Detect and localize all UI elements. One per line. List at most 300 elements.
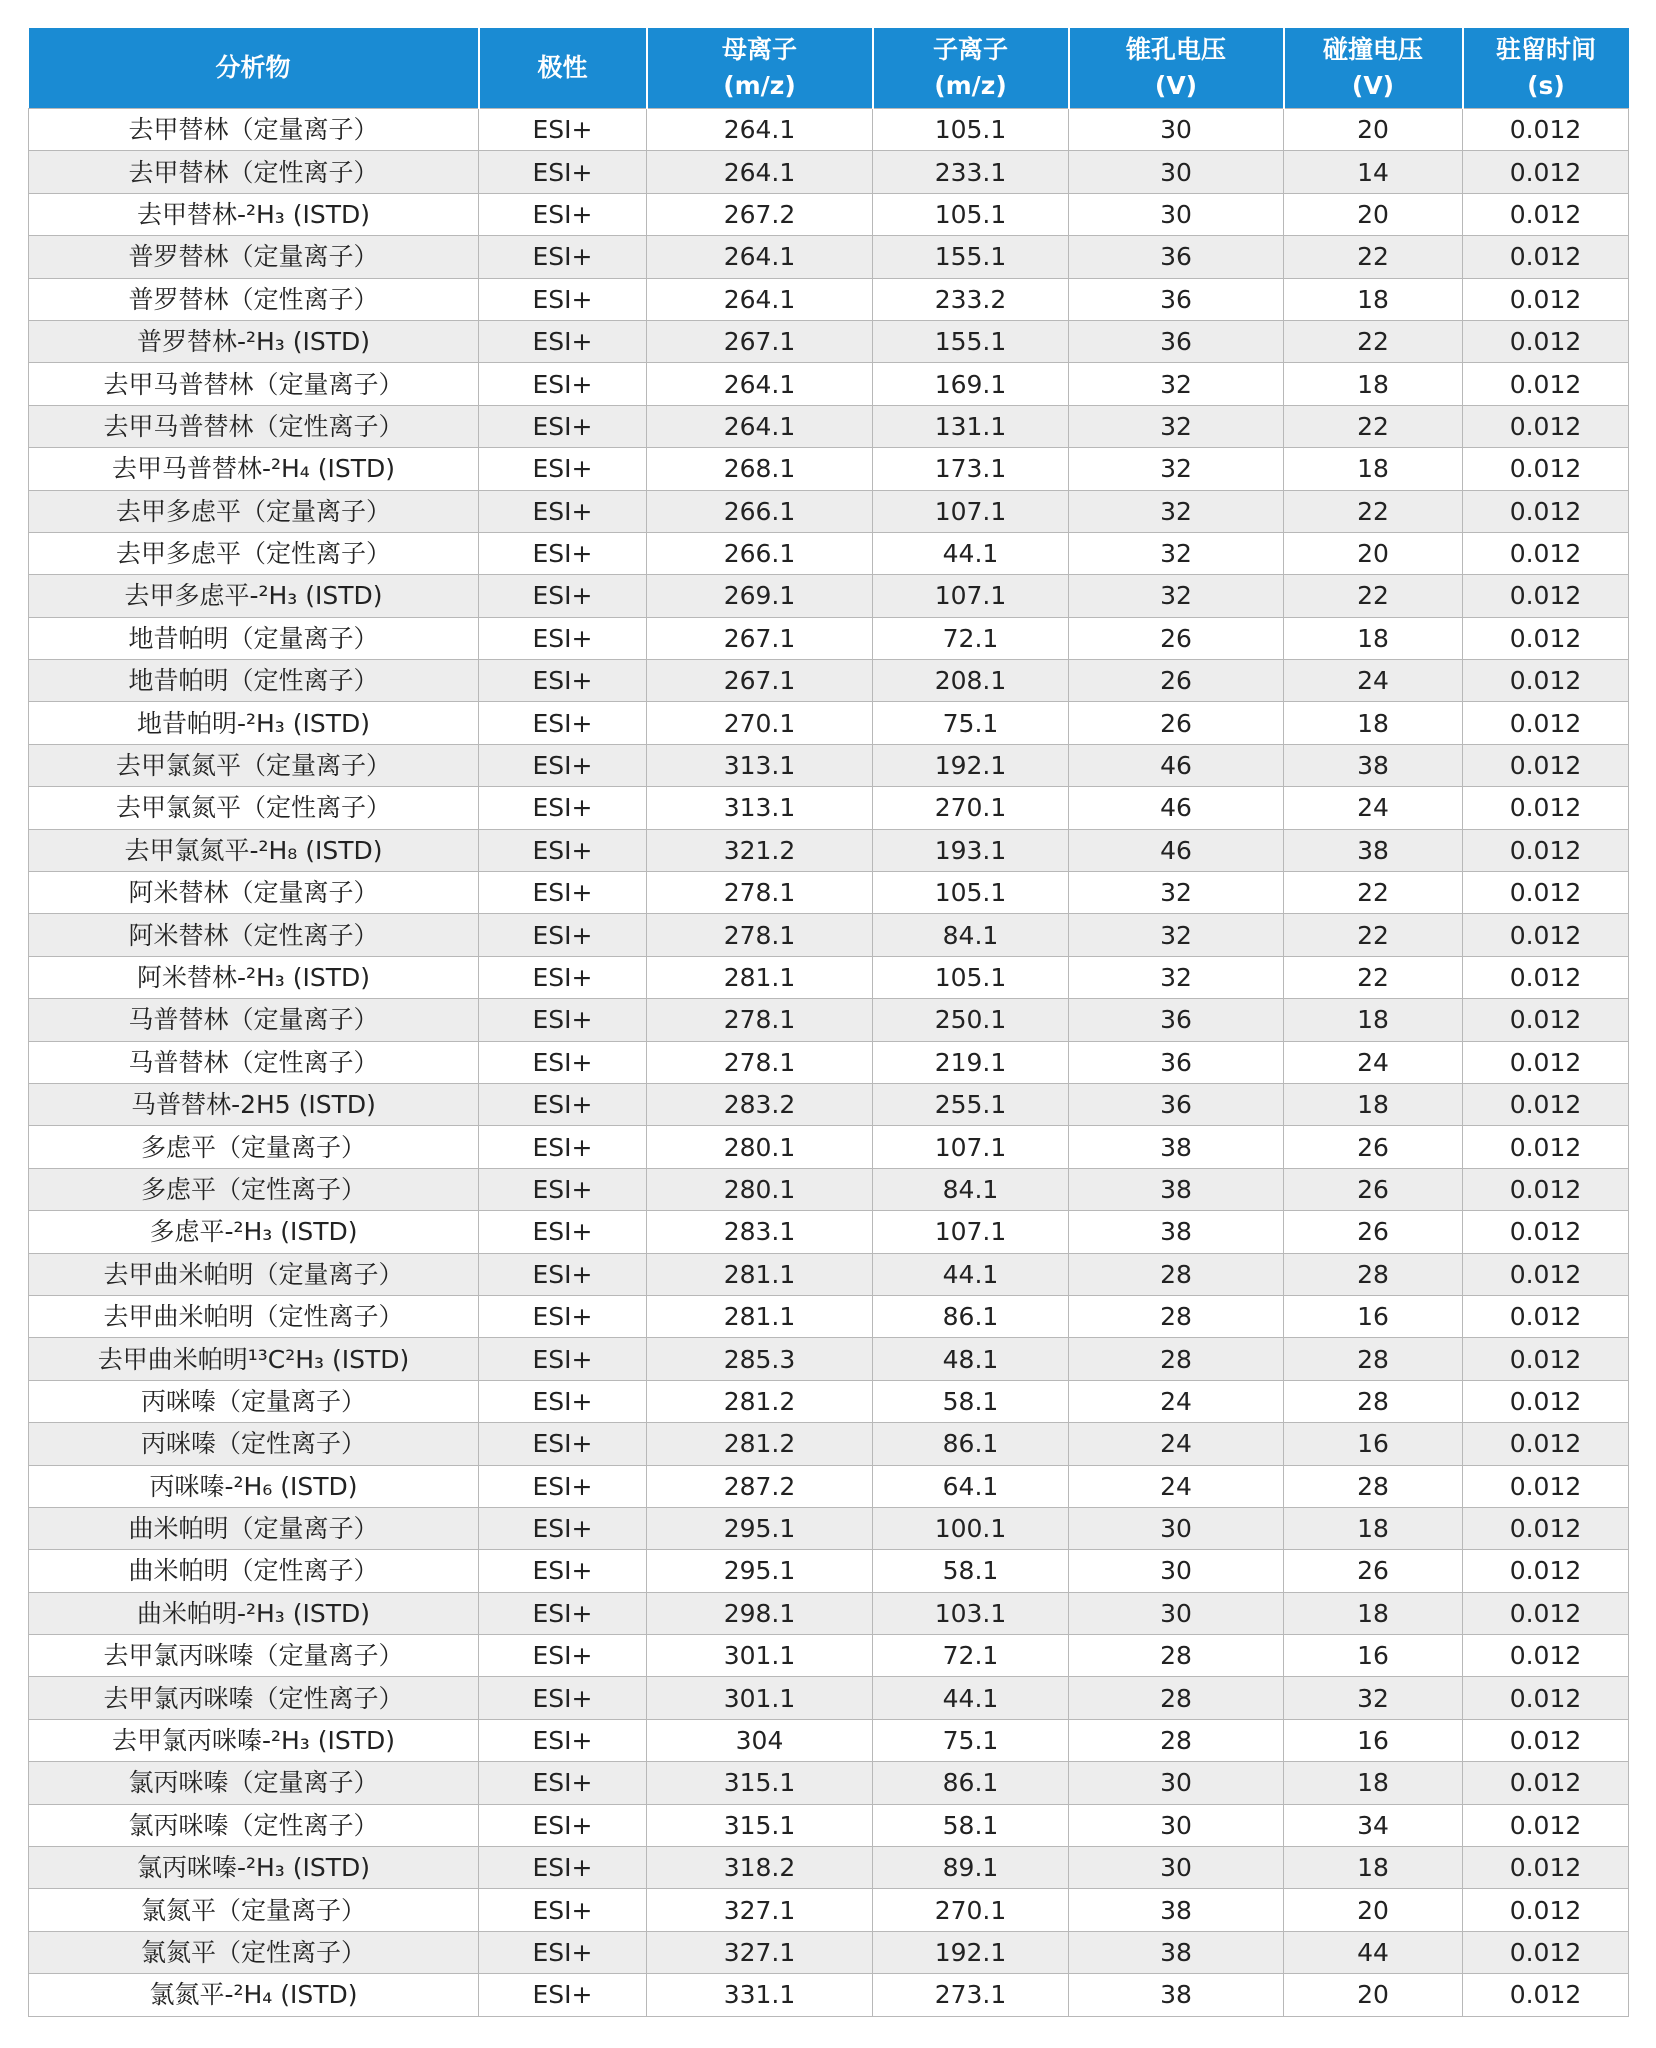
table-row — [29, 236, 1629, 278]
precursor-ion-cell: 267.1 — [647, 660, 873, 702]
analyte-cell: 去甲曲米帕明（定量离子） — [29, 1253, 479, 1295]
precursor-ion-cell: 278.1 — [647, 1041, 873, 1083]
table-row — [29, 999, 1629, 1041]
collision-voltage-cell: 22 — [1284, 914, 1463, 956]
precursor-ion-cell: 301.1 — [647, 1677, 873, 1719]
dwell-time-cell: 0.012 — [1463, 1253, 1629, 1295]
header-unit: (m/z) — [723, 71, 796, 100]
precursor-ion-cell: 281.2 — [647, 1423, 873, 1465]
header-cone-voltage — [1069, 28, 1284, 109]
precursor-ion-cell: 278.1 — [647, 914, 873, 956]
cone-voltage-cell: 24 — [1069, 1423, 1284, 1465]
table-row — [29, 1507, 1629, 1549]
collision-voltage-cell: 18 — [1284, 1847, 1463, 1889]
analyte-cell: 地昔帕明-²H₃ (ISTD) — [29, 702, 479, 744]
cone-voltage-cell: 24 — [1069, 1465, 1284, 1507]
analyte-cell: 马普替林-2H5 (ISTD) — [29, 1083, 479, 1125]
polarity-cell: ESI+ — [479, 1804, 647, 1846]
precursor-ion-cell: 278.1 — [647, 872, 873, 914]
collision-voltage-cell: 38 — [1284, 829, 1463, 871]
polarity-cell: ESI+ — [479, 1507, 647, 1549]
precursor-ion-cell: 270.1 — [647, 702, 873, 744]
polarity-cell: ESI+ — [479, 1253, 647, 1295]
table-row — [29, 490, 1629, 532]
table-row — [29, 914, 1629, 956]
header-row — [29, 28, 1629, 109]
polarity-cell: ESI+ — [479, 363, 647, 405]
dwell-time-cell: 0.012 — [1463, 1804, 1629, 1846]
analyte-cell: 阿米替林（定性离子） — [29, 914, 479, 956]
polarity-cell: ESI+ — [479, 1931, 647, 1973]
analyte-cell: 曲米帕明（定性离子） — [29, 1550, 479, 1592]
product-ion-cell: 64.1 — [873, 1465, 1069, 1507]
dwell-time-cell: 0.012 — [1463, 320, 1629, 362]
collision-voltage-cell: 26 — [1284, 1550, 1463, 1592]
cone-voltage-cell: 38 — [1069, 1211, 1284, 1253]
product-ion-cell: 155.1 — [873, 320, 1069, 362]
polarity-cell: ESI+ — [479, 151, 647, 193]
product-ion-cell: 89.1 — [873, 1847, 1069, 1889]
product-ion-cell: 155.1 — [873, 236, 1069, 278]
product-ion-cell: 270.1 — [873, 787, 1069, 829]
table-row — [29, 1126, 1629, 1168]
cone-voltage-cell: 26 — [1069, 702, 1284, 744]
collision-voltage-cell: 20 — [1284, 1974, 1463, 2016]
analyte-cell: 多虑平（定性离子） — [29, 1168, 479, 1210]
precursor-ion-cell: 278.1 — [647, 999, 873, 1041]
table-row — [29, 1847, 1629, 1889]
table-row — [29, 1931, 1629, 1973]
precursor-ion-cell: 266.1 — [647, 490, 873, 532]
precursor-ion-cell: 264.1 — [647, 236, 873, 278]
precursor-ion-cell: 281.1 — [647, 1253, 873, 1295]
analyte-cell: 阿米替林（定量离子） — [29, 872, 479, 914]
analyte-cell: 去甲多虑平（定量离子） — [29, 490, 479, 532]
product-ion-cell: 86.1 — [873, 1762, 1069, 1804]
precursor-ion-cell: 268.1 — [647, 448, 873, 490]
polarity-cell: ESI+ — [479, 320, 647, 362]
header-polarity — [479, 28, 647, 109]
cone-voltage-cell: 32 — [1069, 914, 1284, 956]
product-ion-cell: 72.1 — [873, 1635, 1069, 1677]
product-ion-cell: 48.1 — [873, 1338, 1069, 1380]
polarity-cell: ESI+ — [479, 1889, 647, 1931]
cone-voltage-cell: 30 — [1069, 1550, 1284, 1592]
dwell-time-cell: 0.012 — [1463, 956, 1629, 998]
collision-voltage-cell: 20 — [1284, 532, 1463, 574]
cone-voltage-cell: 28 — [1069, 1677, 1284, 1719]
cone-voltage-cell: 26 — [1069, 660, 1284, 702]
precursor-ion-cell: 267.2 — [647, 193, 873, 235]
collision-voltage-cell: 20 — [1284, 193, 1463, 235]
precursor-ion-cell: 321.2 — [647, 829, 873, 871]
polarity-cell: ESI+ — [479, 193, 647, 235]
precursor-ion-cell: 298.1 — [647, 1592, 873, 1634]
table-row — [29, 1465, 1629, 1507]
collision-voltage-cell: 18 — [1284, 1592, 1463, 1634]
collision-voltage-cell: 18 — [1284, 1083, 1463, 1125]
polarity-cell: ESI+ — [479, 702, 647, 744]
product-ion-cell: 86.1 — [873, 1423, 1069, 1465]
header-unit: (s) — [1527, 71, 1565, 100]
analyte-cell: 曲米帕明-²H₃ (ISTD) — [29, 1592, 479, 1634]
table-row — [29, 1380, 1629, 1422]
cone-voltage-cell: 26 — [1069, 617, 1284, 659]
table-row — [29, 151, 1629, 193]
product-ion-cell: 270.1 — [873, 1889, 1069, 1931]
precursor-ion-cell: 266.1 — [647, 532, 873, 574]
precursor-ion-cell: 264.1 — [647, 405, 873, 447]
polarity-cell: ESI+ — [479, 914, 647, 956]
analyte-cell: 马普替林（定量离子） — [29, 999, 479, 1041]
table-row — [29, 744, 1629, 786]
cone-voltage-cell: 46 — [1069, 829, 1284, 871]
precursor-ion-cell: 315.1 — [647, 1762, 873, 1804]
precursor-ion-cell: 281.2 — [647, 1380, 873, 1422]
analyte-cell: 去甲马普替林（定量离子） — [29, 363, 479, 405]
cone-voltage-cell: 30 — [1069, 1762, 1284, 1804]
dwell-time-cell: 0.012 — [1463, 490, 1629, 532]
table-row — [29, 1762, 1629, 1804]
table-row — [29, 1677, 1629, 1719]
precursor-ion-cell: 280.1 — [647, 1126, 873, 1168]
product-ion-cell: 107.1 — [873, 1211, 1069, 1253]
product-ion-cell: 105.1 — [873, 193, 1069, 235]
table-row — [29, 617, 1629, 659]
table-row — [29, 1338, 1629, 1380]
precursor-ion-cell: 264.1 — [647, 278, 873, 320]
analyte-cell: 去甲马普替林-²H₄ (ISTD) — [29, 448, 479, 490]
header-precursor-ion — [647, 28, 873, 109]
table-row — [29, 1804, 1629, 1846]
analyte-cell: 氯氮平（定性离子） — [29, 1931, 479, 1973]
dwell-time-cell: 0.012 — [1463, 1719, 1629, 1761]
table-row — [29, 872, 1629, 914]
collision-voltage-cell: 18 — [1284, 278, 1463, 320]
dwell-time-cell: 0.012 — [1463, 1295, 1629, 1337]
product-ion-cell: 103.1 — [873, 1592, 1069, 1634]
collision-voltage-cell: 26 — [1284, 1211, 1463, 1253]
table-row — [29, 787, 1629, 829]
precursor-ion-cell: 281.1 — [647, 1295, 873, 1337]
dwell-time-cell: 0.012 — [1463, 193, 1629, 235]
dwell-time-cell: 0.012 — [1463, 236, 1629, 278]
cone-voltage-cell: 38 — [1069, 1974, 1284, 2016]
dwell-time-cell: 0.012 — [1463, 1380, 1629, 1422]
precursor-ion-cell: 301.1 — [647, 1635, 873, 1677]
product-ion-cell: 107.1 — [873, 490, 1069, 532]
product-ion-cell: 105.1 — [873, 109, 1069, 151]
polarity-cell: ESI+ — [479, 1423, 647, 1465]
collision-voltage-cell: 18 — [1284, 1507, 1463, 1549]
product-ion-cell: 169.1 — [873, 363, 1069, 405]
analyte-cell: 地昔帕明（定量离子） — [29, 617, 479, 659]
precursor-ion-cell: 283.2 — [647, 1083, 873, 1125]
precursor-ion-cell: 313.1 — [647, 744, 873, 786]
analyte-cell: 普罗替林（定量离子） — [29, 236, 479, 278]
polarity-cell: ESI+ — [479, 999, 647, 1041]
collision-voltage-cell: 26 — [1284, 1168, 1463, 1210]
header-label: 分析物 — [215, 53, 291, 82]
table-row — [29, 575, 1629, 617]
cone-voltage-cell: 28 — [1069, 1253, 1284, 1295]
cone-voltage-cell: 32 — [1069, 448, 1284, 490]
collision-voltage-cell: 24 — [1284, 660, 1463, 702]
collision-voltage-cell: 22 — [1284, 405, 1463, 447]
product-ion-cell: 107.1 — [873, 1126, 1069, 1168]
table-row — [29, 1041, 1629, 1083]
cone-voltage-cell: 32 — [1069, 363, 1284, 405]
analyte-cell: 去甲替林（定性离子） — [29, 151, 479, 193]
cone-voltage-cell: 28 — [1069, 1295, 1284, 1337]
dwell-time-cell: 0.012 — [1463, 1041, 1629, 1083]
precursor-ion-cell: 283.1 — [647, 1211, 873, 1253]
cone-voltage-cell: 32 — [1069, 490, 1284, 532]
dwell-time-cell: 0.012 — [1463, 702, 1629, 744]
table-row — [29, 702, 1629, 744]
analyte-cell: 地昔帕明（定性离子） — [29, 660, 479, 702]
dwell-time-cell: 0.012 — [1463, 151, 1629, 193]
cone-voltage-cell: 30 — [1069, 1507, 1284, 1549]
analyte-cell: 去甲氯氮平（定量离子） — [29, 744, 479, 786]
collision-voltage-cell: 14 — [1284, 151, 1463, 193]
analyte-cell: 氯丙咪嗪（定性离子） — [29, 1804, 479, 1846]
table-row — [29, 1168, 1629, 1210]
polarity-cell: ESI+ — [479, 490, 647, 532]
collision-voltage-cell: 16 — [1284, 1719, 1463, 1761]
cone-voltage-cell: 32 — [1069, 405, 1284, 447]
cone-voltage-cell: 36 — [1069, 1083, 1284, 1125]
analyte-cell: 多虑平-²H₃ (ISTD) — [29, 1211, 479, 1253]
precursor-ion-cell: 313.1 — [647, 787, 873, 829]
dwell-time-cell: 0.012 — [1463, 1974, 1629, 2016]
header-unit: (V) — [1154, 71, 1198, 100]
dwell-time-cell: 0.012 — [1463, 278, 1629, 320]
analyte-cell: 丙咪嗪（定量离子） — [29, 1380, 479, 1422]
collision-voltage-cell: 22 — [1284, 320, 1463, 362]
polarity-cell: ESI+ — [479, 405, 647, 447]
analyte-cell: 去甲替林（定量离子） — [29, 109, 479, 151]
polarity-cell: ESI+ — [479, 1847, 647, 1889]
product-ion-cell: 173.1 — [873, 448, 1069, 490]
dwell-time-cell: 0.012 — [1463, 363, 1629, 405]
polarity-cell: ESI+ — [479, 532, 647, 574]
cone-voltage-cell: 38 — [1069, 1931, 1284, 1973]
dwell-time-cell: 0.012 — [1463, 1168, 1629, 1210]
polarity-cell: ESI+ — [479, 1762, 647, 1804]
dwell-time-cell: 0.012 — [1463, 617, 1629, 659]
cone-voltage-cell: 30 — [1069, 193, 1284, 235]
dwell-time-cell: 0.012 — [1463, 1847, 1629, 1889]
collision-voltage-cell: 34 — [1284, 1804, 1463, 1846]
product-ion-cell: 72.1 — [873, 617, 1069, 659]
collision-voltage-cell: 22 — [1284, 490, 1463, 532]
header-label: 驻留时间 — [1495, 35, 1596, 64]
table-header — [29, 28, 1629, 109]
analyte-cell: 去甲氯氮平-²H₈ (ISTD) — [29, 829, 479, 871]
analyte-cell: 去甲多虑平（定性离子） — [29, 532, 479, 574]
collision-voltage-cell: 18 — [1284, 363, 1463, 405]
table-row — [29, 193, 1629, 235]
collision-voltage-cell: 18 — [1284, 702, 1463, 744]
cone-voltage-cell: 46 — [1069, 744, 1284, 786]
table-row — [29, 956, 1629, 998]
header-label: 母离子 — [721, 35, 797, 64]
product-ion-cell: 105.1 — [873, 956, 1069, 998]
product-ion-cell: 208.1 — [873, 660, 1069, 702]
precursor-ion-cell: 295.1 — [647, 1507, 873, 1549]
cone-voltage-cell: 32 — [1069, 575, 1284, 617]
analyte-cell: 氯丙咪嗪-²H₃ (ISTD) — [29, 1847, 479, 1889]
table-row — [29, 1253, 1629, 1295]
polarity-cell: ESI+ — [479, 1719, 647, 1761]
table-row — [29, 1719, 1629, 1761]
dwell-time-cell: 0.012 — [1463, 1465, 1629, 1507]
table-row — [29, 1423, 1629, 1465]
precursor-ion-cell: 318.2 — [647, 1847, 873, 1889]
table-row — [29, 405, 1629, 447]
dwell-time-cell: 0.012 — [1463, 1762, 1629, 1804]
table-row — [29, 109, 1629, 151]
precursor-ion-cell: 295.1 — [647, 1550, 873, 1592]
product-ion-cell: 84.1 — [873, 1168, 1069, 1210]
table-row — [29, 1592, 1629, 1634]
cone-voltage-cell: 32 — [1069, 532, 1284, 574]
analyte-cell: 氯氮平-²H₄ (ISTD) — [29, 1974, 479, 2016]
cone-voltage-cell: 28 — [1069, 1635, 1284, 1677]
analyte-cell: 普罗替林（定性离子） — [29, 278, 479, 320]
header-product-ion — [873, 28, 1069, 109]
cone-voltage-cell: 36 — [1069, 278, 1284, 320]
mrm-parameters-table-container — [28, 28, 1628, 2017]
table-row — [29, 829, 1629, 871]
analyte-cell: 去甲氯氮平（定性离子） — [29, 787, 479, 829]
table-row — [29, 320, 1629, 362]
cone-voltage-cell: 30 — [1069, 1847, 1284, 1889]
header-label: 极性 — [537, 53, 588, 82]
collision-voltage-cell: 18 — [1284, 448, 1463, 490]
polarity-cell: ESI+ — [479, 829, 647, 871]
cone-voltage-cell: 36 — [1069, 1041, 1284, 1083]
table-row — [29, 1211, 1629, 1253]
polarity-cell: ESI+ — [479, 660, 647, 702]
header-label: 子离子 — [932, 35, 1008, 64]
dwell-time-cell: 0.012 — [1463, 787, 1629, 829]
table-row — [29, 1974, 1629, 2016]
precursor-ion-cell: 280.1 — [647, 1168, 873, 1210]
product-ion-cell: 75.1 — [873, 702, 1069, 744]
collision-voltage-cell: 16 — [1284, 1295, 1463, 1337]
polarity-cell: ESI+ — [479, 1211, 647, 1253]
polarity-cell: ESI+ — [479, 236, 647, 278]
polarity-cell: ESI+ — [479, 1041, 647, 1083]
collision-voltage-cell: 24 — [1284, 787, 1463, 829]
dwell-time-cell: 0.012 — [1463, 660, 1629, 702]
collision-voltage-cell: 22 — [1284, 575, 1463, 617]
cone-voltage-cell: 32 — [1069, 872, 1284, 914]
precursor-ion-cell: 287.2 — [647, 1465, 873, 1507]
dwell-time-cell: 0.012 — [1463, 109, 1629, 151]
precursor-ion-cell: 269.1 — [647, 575, 873, 617]
dwell-time-cell: 0.012 — [1463, 829, 1629, 871]
cone-voltage-cell: 36 — [1069, 320, 1284, 362]
precursor-ion-cell: 267.1 — [647, 320, 873, 362]
header-label: 锥孔电压 — [1125, 35, 1226, 64]
product-ion-cell: 44.1 — [873, 1677, 1069, 1719]
collision-voltage-cell: 28 — [1284, 1338, 1463, 1380]
analyte-cell: 去甲替林-²H₃ (ISTD) — [29, 193, 479, 235]
table-row — [29, 1635, 1629, 1677]
dwell-time-cell: 0.012 — [1463, 1592, 1629, 1634]
header-label: 碰撞电压 — [1322, 35, 1423, 64]
product-ion-cell: 192.1 — [873, 1931, 1069, 1973]
collision-voltage-cell: 22 — [1284, 956, 1463, 998]
collision-voltage-cell: 26 — [1284, 1126, 1463, 1168]
analyte-cell: 去甲氯丙咪嗪-²H₃ (ISTD) — [29, 1719, 479, 1761]
polarity-cell: ESI+ — [479, 1295, 647, 1337]
polarity-cell: ESI+ — [479, 448, 647, 490]
polarity-cell: ESI+ — [479, 109, 647, 151]
polarity-cell: ESI+ — [479, 1592, 647, 1634]
collision-voltage-cell: 28 — [1284, 1253, 1463, 1295]
precursor-ion-cell: 327.1 — [647, 1889, 873, 1931]
table-row — [29, 1295, 1629, 1337]
cone-voltage-cell: 46 — [1069, 787, 1284, 829]
collision-voltage-cell: 20 — [1284, 1889, 1463, 1931]
analyte-cell: 去甲氯丙咪嗪（定量离子） — [29, 1635, 479, 1677]
cone-voltage-cell: 24 — [1069, 1380, 1284, 1422]
collision-voltage-cell: 16 — [1284, 1423, 1463, 1465]
product-ion-cell: 219.1 — [873, 1041, 1069, 1083]
cone-voltage-cell: 30 — [1069, 151, 1284, 193]
cone-voltage-cell: 38 — [1069, 1889, 1284, 1931]
dwell-time-cell: 0.012 — [1463, 1550, 1629, 1592]
dwell-time-cell: 0.012 — [1463, 744, 1629, 786]
collision-voltage-cell: 18 — [1284, 1762, 1463, 1804]
table-row — [29, 1550, 1629, 1592]
polarity-cell: ESI+ — [479, 872, 647, 914]
precursor-ion-cell: 331.1 — [647, 1974, 873, 2016]
analyte-cell: 丙咪嗪-²H₆ (ISTD) — [29, 1465, 479, 1507]
polarity-cell: ESI+ — [479, 787, 647, 829]
collision-voltage-cell: 28 — [1284, 1465, 1463, 1507]
product-ion-cell: 131.1 — [873, 405, 1069, 447]
analyte-cell: 丙咪嗪（定性离子） — [29, 1423, 479, 1465]
product-ion-cell: 273.1 — [873, 1974, 1069, 2016]
cone-voltage-cell: 28 — [1069, 1719, 1284, 1761]
polarity-cell: ESI+ — [479, 617, 647, 659]
analyte-cell: 去甲多虑平-²H₃ (ISTD) — [29, 575, 479, 617]
product-ion-cell: 75.1 — [873, 1719, 1069, 1761]
dwell-time-cell: 0.012 — [1463, 1423, 1629, 1465]
analyte-cell: 多虑平（定量离子） — [29, 1126, 479, 1168]
precursor-ion-cell: 315.1 — [647, 1804, 873, 1846]
product-ion-cell: 84.1 — [873, 914, 1069, 956]
header-collision-voltage — [1284, 28, 1463, 109]
cone-voltage-cell: 28 — [1069, 1338, 1284, 1380]
header-unit: (m/z) — [934, 71, 1007, 100]
polarity-cell: ESI+ — [479, 956, 647, 998]
cone-voltage-cell: 30 — [1069, 109, 1284, 151]
product-ion-cell: 192.1 — [873, 744, 1069, 786]
dwell-time-cell: 0.012 — [1463, 448, 1629, 490]
product-ion-cell: 58.1 — [873, 1380, 1069, 1422]
product-ion-cell: 44.1 — [873, 1253, 1069, 1295]
dwell-time-cell: 0.012 — [1463, 532, 1629, 574]
product-ion-cell: 58.1 — [873, 1550, 1069, 1592]
polarity-cell: ESI+ — [479, 278, 647, 320]
polarity-cell: ESI+ — [479, 1974, 647, 2016]
